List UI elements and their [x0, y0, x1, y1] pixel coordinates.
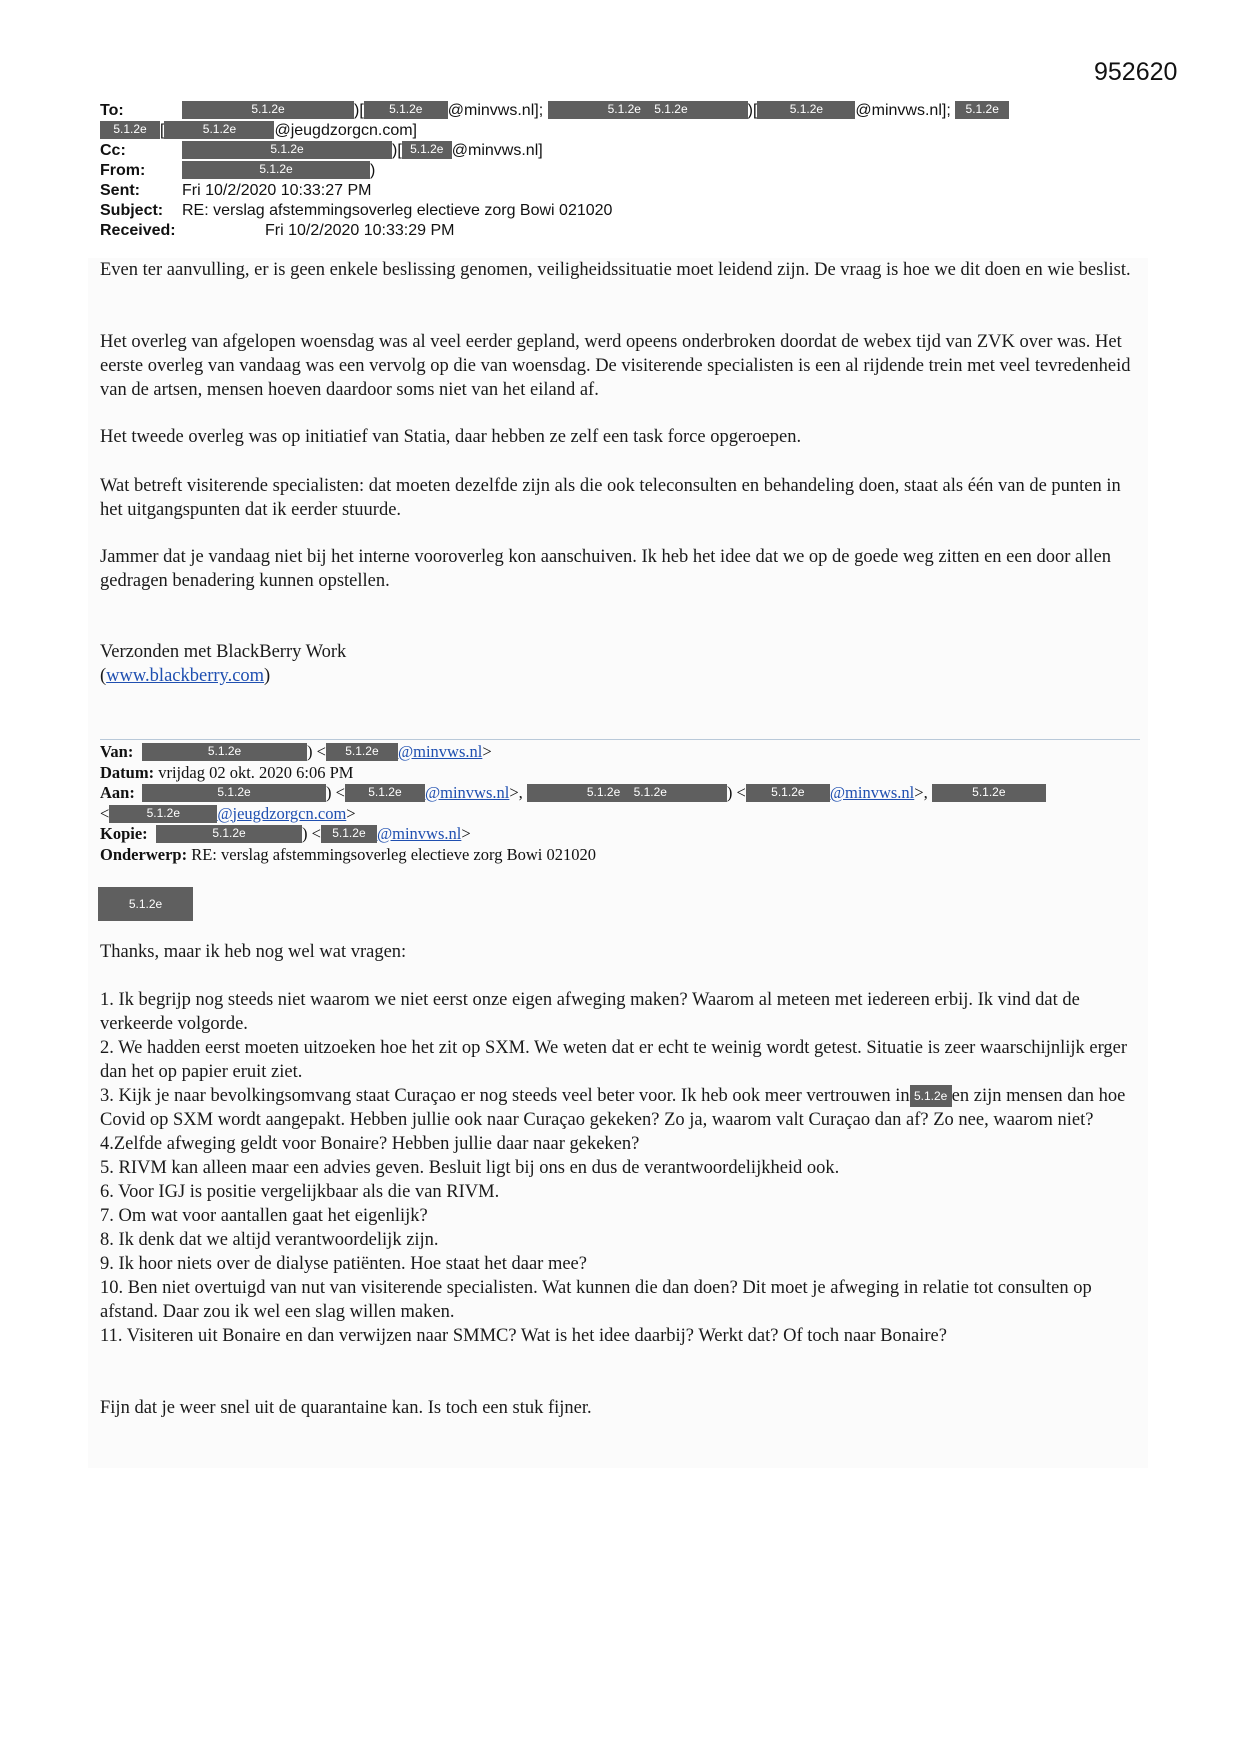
sent-value: Fri 10/2/2020 10:33:27 PM — [182, 182, 372, 199]
redaction-box: 5.1.2e — [364, 101, 448, 119]
redaction-box: 5.1.2e — [182, 141, 392, 159]
reply-paragraph-3: Het tweede overleg was op initiatief van Statia, daar hebben ze zelf een task force opgeroepen. — [100, 427, 802, 447]
subject-row — [100, 201, 1150, 221]
van-row: Van: 5.1.2e ) < 5.1.2e @minvws.nl> — [100, 742, 492, 761]
list-item: 2. We hadden eerst moeten uitzoeken hoe het zit op SXM. We weten dat er echt te weinig wordt getest. Situatie is zeer waarschijnlijk erger dan het op papier eruit ziet. — [100, 1038, 1128, 1082]
blackberry-link[interactable]: www.blackberry.com — [106, 666, 265, 686]
list-item: 8. Ik denk dat we altijd verantwoordelijk zijn. — [100, 1230, 439, 1250]
message-intro: Thanks, maar ik heb nog wel wat vragen: — [100, 942, 407, 962]
redaction-box: 5.1.2e — [164, 121, 274, 139]
kopie-row: Kopie: 5.1.2e ) < 5.1.2e @minvws.nl> — [100, 824, 471, 843]
list-item: 5. RIVM kan alleen maar een advies geven. Besluit ligt bij ons en dus de verantwoordelijkheid ook. — [100, 1158, 840, 1178]
divider — [100, 739, 1140, 740]
reply-paragraph-4: Wat betreft visiterende specialisten: dat moeten dezelfde zijn als die ook teleconsulten en behandeling doen, staat als één van de punten in het uitgangspunten dat ik eerder stuurde. — [100, 476, 1121, 520]
separator: )[ — [747, 102, 758, 119]
received-value: Fri 10/2/2020 10:33:29 PM — [265, 222, 455, 239]
kopie-label: Kopie: — [100, 824, 148, 843]
redaction-box: 5.1.2e — [182, 101, 354, 119]
from-row — [100, 161, 1150, 181]
aan-row: Aan: 5.1.2e ) < 5.1.2e @minvws.nl>, 5.1.2e 5.1.2e ) < 5.1.2e @minvws.nl>, 5.1.2e — [100, 783, 1150, 804]
reply-paragraph-1: Even ter aanvulling, er is geen enkele beslissing genomen, veiligheidssituatie moet leidend zijn. De vraag is hoe we dit doen en wie beslist. — [100, 260, 1131, 280]
redaction-box: 5.1.2e — [182, 161, 370, 179]
redaction-box: 5.1.2e — [932, 784, 1046, 802]
cc-row — [100, 141, 1150, 161]
redaction-box: 5.1.2e — [955, 101, 1009, 119]
subject-value: RE: verslag afstemmingsoverleg electieve zorg Bowi 021020 — [182, 202, 613, 219]
aan-row-cont: < 5.1.2e @jeugdzorgcn.com> — [100, 803, 356, 823]
received-label: Received: — [100, 222, 176, 239]
to-domain-3: @jeugdzorgcn.com] — [274, 122, 417, 139]
kopie-email-link[interactable]: @minvws.nl — [376, 824, 462, 843]
document-number: 952620 — [1094, 58, 1178, 86]
to-row — [100, 101, 1150, 121]
cc-domain: @minvws.nl] — [451, 142, 543, 159]
onderwerp-value: RE: verslag afstemmingsoverleg electieve zorg Bowi 021020 — [191, 844, 596, 864]
signature-line: Verzonden met BlackBerry Work — [100, 642, 347, 662]
separator: )[ — [392, 142, 402, 159]
list-item: 1. Ik begrijp nog steeds niet waarom we niet eerst onze eigen afweging maken? Waarom al meteen met iedereen erbij. Ik vind dat de verkeerde volgorde. — [100, 990, 1080, 1034]
cc-label: Cc: — [100, 142, 126, 159]
separator: ) — [370, 162, 376, 179]
redaction-box: 5.1.2e — [910, 1085, 952, 1107]
aan-email-link-2[interactable]: @minvws.nl — [829, 783, 915, 802]
redaction-box: 5.1.2e — [156, 825, 302, 843]
van-label: Van: — [100, 742, 134, 761]
separator: [ — [160, 122, 165, 139]
list-item: 3. Kijk je naar bevolkingsomvang staat Curaçao er nog steeds veel beter voor. Ik heb ook meer vertrouwen in 5.1.2e en zijn mensen dan hoe Covid op SXM wordt aangepakt. Hebben jullie ook naar Curaçao gekeken? Zo ja, waarom valt Curaçao dan af? Zo nee, waarom niet? — [100, 1086, 1126, 1130]
onderwerp-label: Onderwerp: — [100, 844, 188, 864]
question-list — [100, 988, 1140, 1348]
redaction-box: 5.1.2e — [746, 784, 830, 802]
redaction-box: 5.1.2e — [757, 101, 855, 119]
onderwerp-row — [100, 845, 1150, 866]
to-domain-2: @minvws.nl]; — [855, 102, 951, 119]
from-label: From: — [100, 162, 146, 179]
sent-row — [100, 181, 1150, 201]
list-item: 6. Voor IGJ is positie vergelijkbaar als die van RIVM. — [100, 1182, 500, 1202]
subject-label: Subject: — [100, 202, 164, 219]
list-item: 4.Zelfde afweging geldt voor Bonaire? Hebben jullie daar naar gekeken? — [100, 1134, 640, 1154]
redaction-box: 5.1.2e — [109, 805, 217, 823]
list-item: 11. Visiteren uit Bonaire en dan verwijzen naar SMMC? Wat is het idee daarbij? Werkt dat? Of toch naar Bonaire? — [100, 1326, 947, 1346]
list-item: 10. Ben niet overtuigd van nut van visiterende specialisten. Wat kunnen die dan doen? Dit moet je afweging in relatie tot consulten op afstand. Daar zou ik wel een slag willen maken. — [100, 1278, 1092, 1322]
to-domain-1: @minvws.nl]; — [447, 102, 544, 119]
email-header — [100, 101, 1150, 241]
redaction-box: 5.1.2e — [326, 743, 398, 761]
van-email-link[interactable]: @minvws.nl — [397, 742, 483, 761]
aan-label: Aan: — [100, 783, 135, 802]
message-closing: Fijn dat je weer snel uit de quarantaine kan. Is toch een stuk fijner. — [100, 1398, 592, 1418]
sent-label: Sent: — [100, 182, 140, 199]
signature-link-line: (www.blackberry.com) — [100, 666, 271, 686]
redaction-box: 5.1.2e 5.1.2e — [548, 101, 748, 119]
to-label: To: — [100, 102, 124, 119]
datum-row — [100, 763, 1150, 784]
redaction-box: 5.1.2e — [142, 743, 307, 761]
redaction-box: 5.1.2e — [142, 784, 326, 802]
list-item: 7. Om wat voor aantallen gaat het eigenlijk? — [100, 1206, 428, 1226]
list-item: 9. Ik hoor niets over de dialyse patiënten. Hoe staat het daar mee? — [100, 1254, 587, 1274]
forwarded-header — [100, 742, 1150, 865]
redaction-box: 5.1.2e — [98, 887, 193, 921]
to-row-cont — [100, 121, 1150, 141]
redaction-box: 5.1.2e — [345, 784, 425, 802]
reply-paragraph-2: Het overleg van afgelopen woensdag was al veel eerder gepland, werd opeens onderbroken doordat de webex tijd van ZVK over was. Het eerste overleg van vandaag was een vervolg op die van woensdag. De visiterende specialisten is een al rijdende trein met veel tevredenheid van de artsen, mensen hoeven daardoor soms niet van het eiland af. — [100, 332, 1131, 400]
redaction-box: 5.1.2e — [100, 121, 160, 139]
received-row — [100, 221, 1150, 241]
datum-label: Datum: — [100, 762, 155, 782]
redaction-box: 5.1.2e 5.1.2e — [527, 784, 727, 802]
aan-email-link-1[interactable]: @minvws.nl — [424, 783, 510, 802]
redaction-box: 5.1.2e — [321, 825, 377, 843]
redaction-box: 5.1.2e — [402, 141, 452, 159]
reply-paragraph-5: Jammer dat je vandaag niet bij het interne vooroverleg kon aanschuiven. Ik heb het idee dat we op de goede weg zitten en een door allen gedragen benadering kunnen opstellen. — [100, 547, 1111, 591]
datum-value: vrijdag 02 okt. 2020 6:06 PM — [158, 762, 354, 782]
aan-email-link-3[interactable]: @jeugdzorgcn.com — [217, 803, 347, 823]
separator: )[ — [354, 102, 364, 119]
